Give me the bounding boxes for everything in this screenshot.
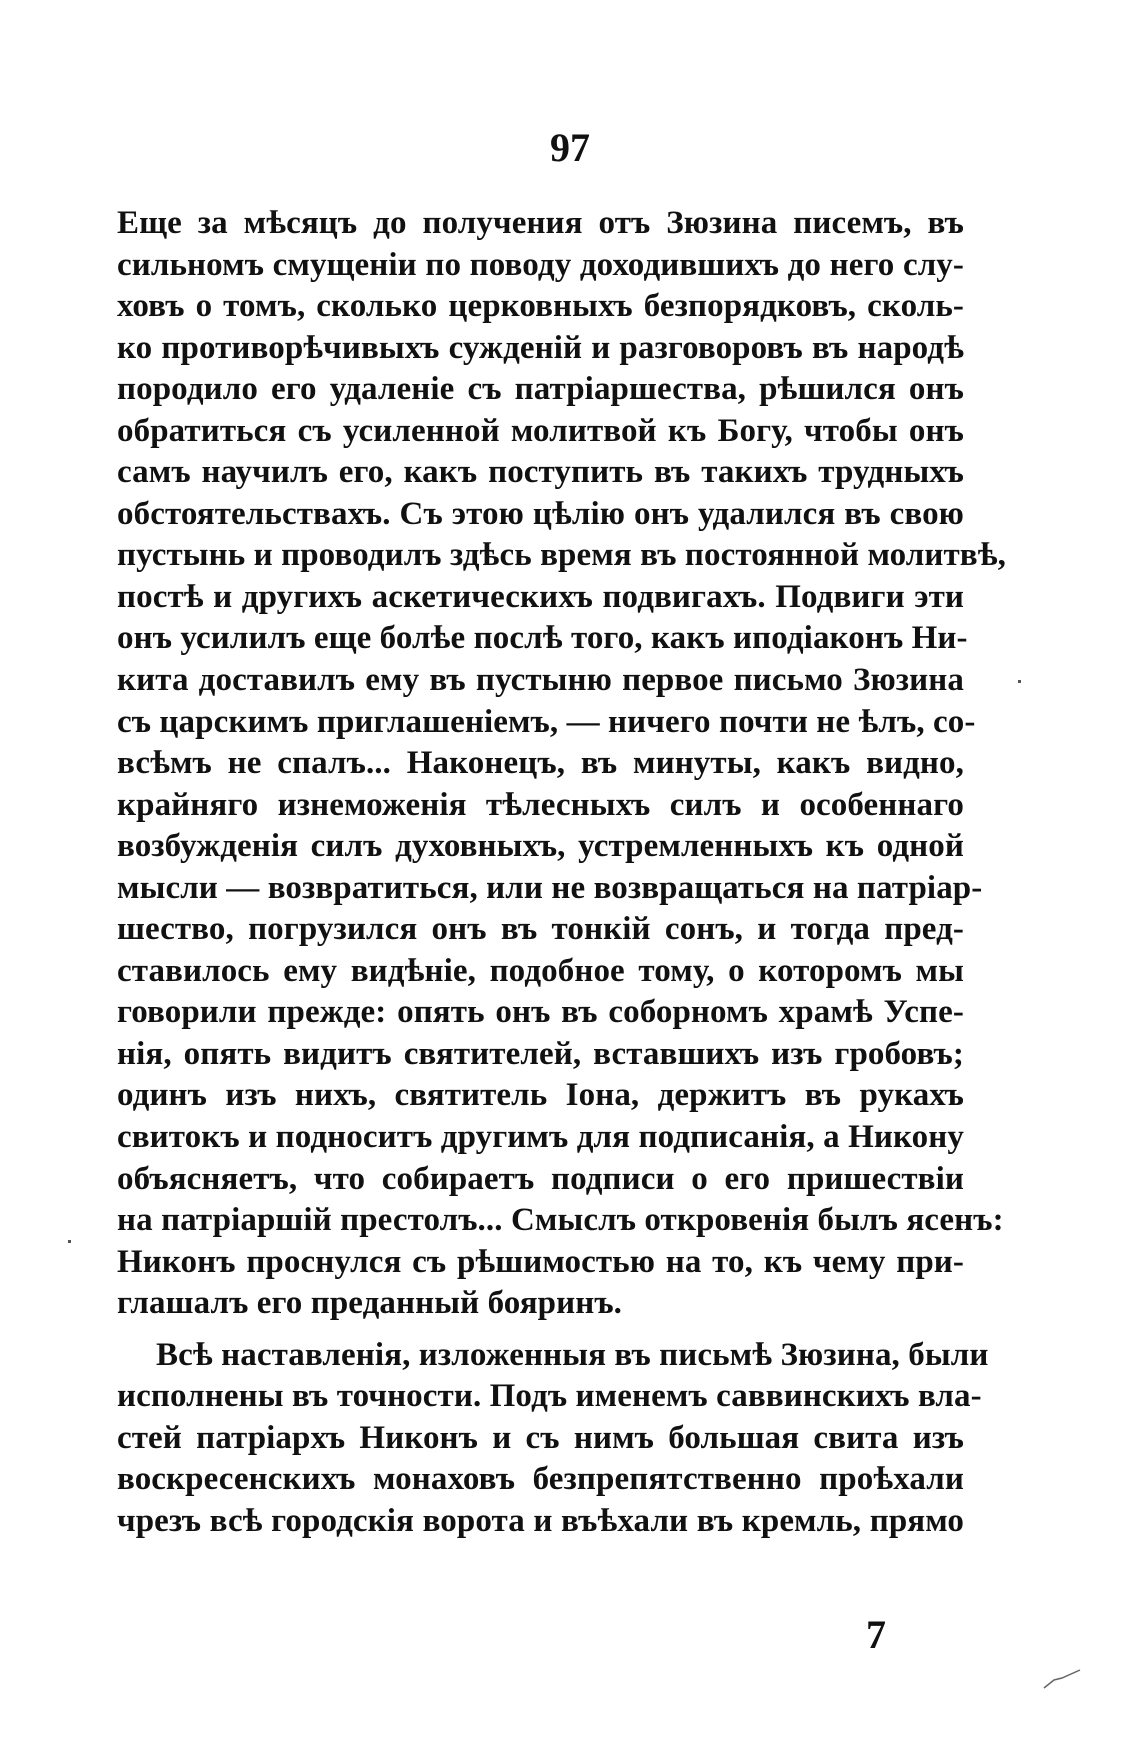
text-line: одинъ изъ нихъ, святитель Іона, держитъ въ рукахъ [117,1077,964,1114]
text-line: ховъ о томъ, сколько церковныхъ безпорядковъ, сколь- [117,288,964,325]
text-line: говорили прежде: опять онъ въ соборномъ храмѣ Успе- [117,994,964,1031]
text-line: на патріаршій престолъ... Смыслъ откровенія былъ ясенъ: [117,1202,1004,1239]
text-line: Никонъ проснулся съ рѣшимостью на то, къ чему при- [117,1243,964,1280]
paragraph-gap [117,1325,964,1335]
text-line: кита доставилъ ему въ пустыню первое письмо Зюзина [117,662,964,699]
text-line: сильномъ смущеніи по поводу доходившихъ до него слу- [117,246,964,283]
text-line: ко противорѣчивыхъ сужденій и разговоровъ въ народѣ [117,329,964,366]
text-line: породило его удаленіе съ патріаршества, рѣшился онъ [117,371,964,408]
body-text [117,203,1006,1543]
text-line: стей патріархъ Никонъ и съ нимъ большая свита изъ [117,1419,964,1456]
text-line: нія, опять видитъ святителей, вставшихъ изъ гробовъ; [117,1035,964,1072]
text-line: глашалъ его преданный бояринъ. [117,1285,623,1322]
text-line: чрезъ всѣ городскія ворота и въѣхали въ кремль, прямо [117,1502,964,1539]
text-line: обратиться съ усиленной молитвой къ Богу, чтобы онъ [117,412,964,449]
text-line: онъ усилилъ еще болѣе послѣ того, какъ иподіаконъ Ни- [117,620,968,657]
text-line: крайняго изнеможенія тѣлесныхъ силъ и особеннаго [117,786,964,823]
margin-speck [1018,680,1021,683]
text-line: ставилось ему видѣніе, подобное тому, о которомъ мы [117,952,964,989]
text-line: воскресенскихъ монаховъ безпрепятственно проѣхали [117,1461,964,1498]
paragraph-1 [117,203,1006,1325]
paragraph-2 [117,1335,989,1543]
text-line: шество, погрузился онъ въ тонкій сонъ, и тогда пред- [117,911,964,948]
text-line: пустынь и проводилъ здѣсь время въ постоянной молитвѣ, [117,537,1006,574]
text-line: исполнены въ точности. Подъ именемъ саввинскихъ вла- [117,1378,982,1415]
pencil-stroke-mark [1042,1668,1082,1690]
text-line: постѣ и другихъ аскетическихъ подвигахъ. Подвиги эти [117,578,964,615]
page-number: 97 [550,125,590,170]
text-line: всѣмъ не спалъ... Наконецъ, въ минуты, какъ видно, [117,745,964,782]
text-line: возбужденія силъ духовныхъ, устремленныхъ къ одной [117,828,964,865]
text-line: съ царскимъ приглашеніемъ, — ничего почти не ѣлъ, со- [117,703,976,740]
text-line: самъ научилъ его, какъ поступить въ такихъ трудныхъ [117,454,964,491]
text-line: объясняетъ, что собираетъ подписи о его пришествіи [117,1160,964,1197]
text-line: мысли — возвратиться, или не возвращаться на патріар- [117,869,983,906]
printer-signature-mark: 7 [866,1612,886,1657]
text-line: Всѣ наставленія, изложенныя въ письмѣ Зюзина, были [156,1336,989,1373]
text-line: свитокъ и подноситъ другимъ для подписанія, а Никону [117,1119,964,1156]
text-line: обстоятельствахъ. Съ этою цѣлію онъ удалился въ свою [117,495,964,532]
margin-speck [68,1240,71,1243]
text-line: Еще за мѣсяцъ до получения отъ Зюзина писемъ, въ [117,205,964,241]
